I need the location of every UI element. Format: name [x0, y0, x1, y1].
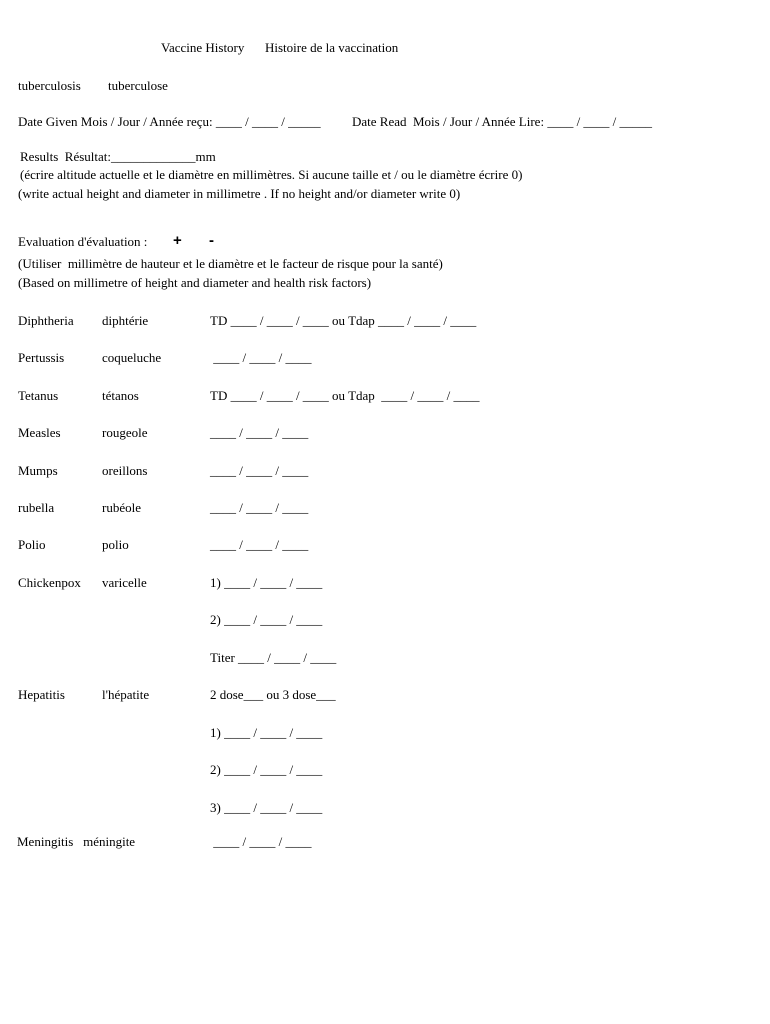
vaccine-mumps-french: oreillons [102, 463, 148, 478]
tb-name-french: tuberculose [108, 78, 168, 93]
vaccine-rubella-dates: ____ / ____ / ____ [210, 500, 309, 515]
evaluation-label: Evaluation d'évaluation : [18, 234, 148, 249]
vaccine-hepatitis-dose-3: 3) ____ / ____ / ____ [210, 800, 323, 815]
vaccine-pertussis-dates: ____ / ____ / ____ [210, 350, 312, 365]
vaccine-mumps-dates: ____ / ____ / ____ [210, 463, 309, 478]
vaccine-tetanus-dates: TD ____ / ____ / ____ ou Tdap ____ / ____ / ____ [210, 388, 480, 403]
vaccine-hepatitis-french: l'hépatite [102, 687, 150, 702]
vaccine-pertussis-english: Pertussis [18, 350, 65, 365]
vaccine-polio-english: Polio [18, 537, 46, 552]
vaccine-hepatitis-dose-1: 1) ____ / ____ / ____ [210, 725, 323, 740]
vaccine-pertussis-french: coqueluche [102, 350, 162, 365]
vaccine-diphtheria-english: Diphtheria [18, 313, 74, 328]
vaccine-meningitis-label: Meningitis méningite [17, 834, 136, 849]
vaccine-chickenpox-english: Chickenpox [18, 575, 81, 590]
vaccine-tetanus-french: tétanos [102, 388, 139, 403]
tb-results: Results Résultat:_____________mm [20, 149, 216, 164]
evaluation-plus: + [173, 232, 182, 249]
title-french: Histoire de la vaccination [265, 40, 399, 55]
vaccine-chickenpox-dose-1: 1) ____ / ____ / ____ [210, 575, 323, 590]
vaccine-measles-french: rougeole [102, 425, 148, 440]
tb-note-french: (écrire altitude actuelle et le diamètre en millimètres. Si aucune taille et / ou le diamètre écrire 0) [20, 167, 523, 182]
vaccine-polio-french: polio [102, 537, 129, 552]
vaccine-diphtheria-dates: TD ____ / ____ / ____ ou Tdap ____ / ____ / ____ [210, 313, 477, 328]
vaccine-chickenpox-titer: Titer ____ / ____ / ____ [210, 650, 337, 665]
title-english: Vaccine History [161, 40, 245, 55]
tb-date-given: Date Given Mois / Jour / Année reçu: ____ / ____ / _____ [18, 114, 321, 129]
evaluation-minus: - [209, 232, 214, 249]
vaccine-mumps-english: Mumps [18, 463, 58, 478]
vaccine-chickenpox-dose-2: 2) ____ / ____ / ____ [210, 612, 323, 627]
tb-date-read: Date Read Mois / Jour / Année Lire: ____ / ____ / _____ [352, 114, 653, 129]
vaccine-chickenpox-french: varicelle [102, 575, 147, 590]
evaluation-note-english: (Based on millimetre of height and diameter and health risk factors) [18, 275, 372, 290]
vaccine-hepatitis-english: Hepatitis [18, 687, 65, 702]
vaccine-polio-dates: ____ / ____ / ____ [210, 537, 309, 552]
vaccine-hepatitis-dose-2: 2) ____ / ____ / ____ [210, 762, 323, 777]
vaccine-hepatitis-dose-count: 2 dose___ ou 3 dose___ [210, 687, 336, 702]
tb-note-english: (write actual height and diameter in millimetre . If no height and/or diameter write 0) [18, 186, 461, 201]
vaccine-rubella-english: rubella [18, 500, 55, 515]
tb-name-english: tuberculosis [18, 78, 81, 93]
vaccine-tetanus-english: Tetanus [18, 388, 59, 403]
evaluation-note-french: (Utiliser millimètre de hauteur et le diamètre et le facteur de risque pour la santé) [18, 256, 443, 271]
vaccine-rubella-french: rubéole [102, 500, 141, 515]
vaccine-measles-english: Measles [18, 425, 61, 440]
vaccine-measles-dates: ____ / ____ / ____ [210, 425, 309, 440]
vaccine-diphtheria-french: diphtérie [102, 313, 149, 328]
vaccine-meningitis-dates: ____ / ____ / ____ [210, 834, 312, 849]
